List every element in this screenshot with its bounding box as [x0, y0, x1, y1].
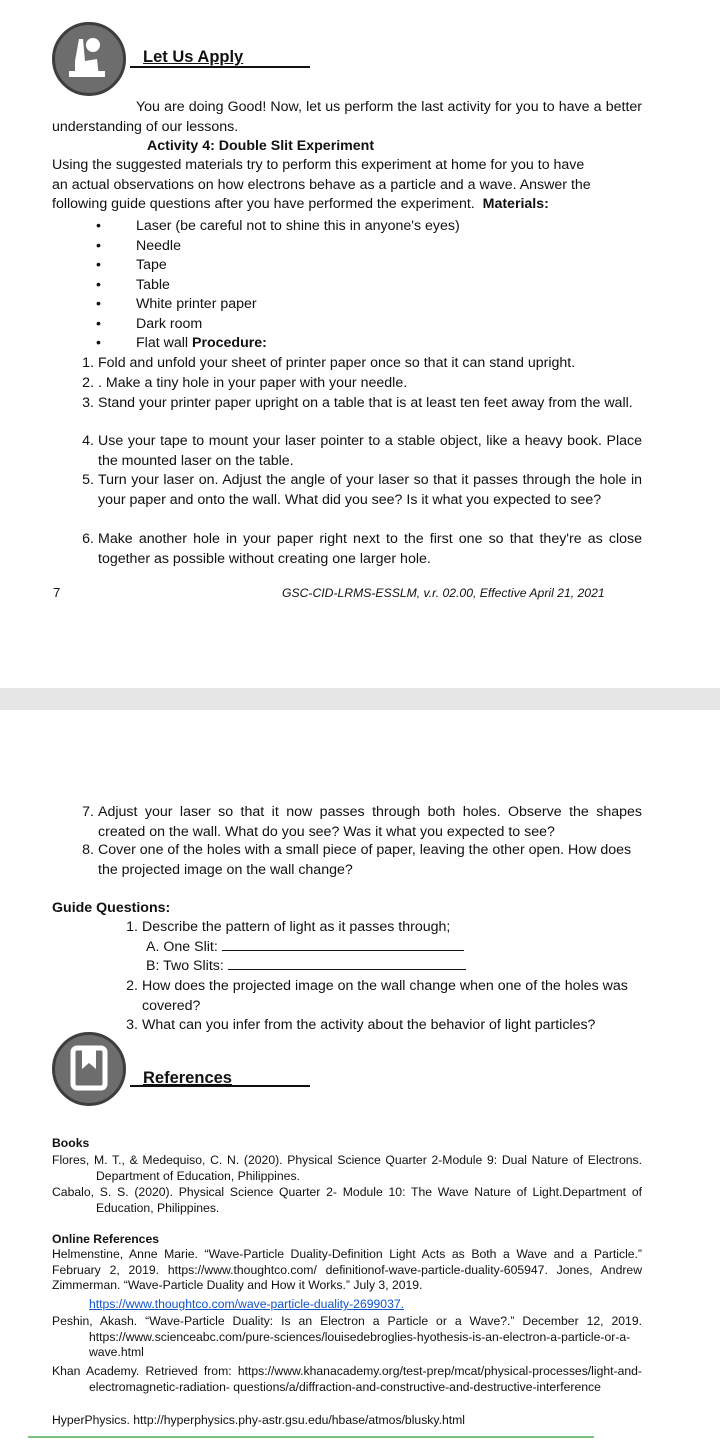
- intro-paragraph: You are doing Good! Now, let us perform the last activity for you to have a better understanding of our lessons.: [52, 99, 642, 135]
- list-item: • Needle: [136, 237, 656, 257]
- references-icon: [52, 1032, 126, 1106]
- let-us-apply-icon: [52, 22, 126, 96]
- page-gap: [0, 688, 720, 710]
- page-number: 7: [53, 585, 61, 600]
- reference-entry: HyperPhysics. http://hyperphysics.phy-astr.gsu.edu/hbase/atmos/blusky.html: [52, 1413, 465, 1427]
- answer-blank: [228, 957, 466, 970]
- answer-blank: [222, 938, 464, 951]
- footer-code: GSC-CID-LRMS-ESSLM, v.r. 02.00, Effective April 21, 2021: [282, 586, 605, 600]
- guide-question: 3. What can you infer from the activity about the behavior of light particles?: [126, 1017, 596, 1033]
- book-icon: [55, 1035, 123, 1103]
- reference-link[interactable]: https://www.thoughtco.com/wave-particle-duality-2699037.: [89, 1297, 405, 1311]
- list-item: • Dark room: [136, 315, 656, 335]
- materials-list: [136, 217, 656, 354]
- list-item: • Tape: [136, 256, 656, 276]
- reference-entry: Flores, M. T., & Medequiso, C. N. (2020). Physical Science Quarter 2-Module 9: Dual Nature of Electrons. Department of Education, Philippines.: [52, 1153, 642, 1183]
- guide-questions-heading: Guide Questions:: [52, 900, 171, 916]
- online-references-heading: Online References: [52, 1232, 160, 1246]
- procedure-step: 3. Stand your printer paper upright on a table that is at least ten feet away from the wall.: [82, 395, 633, 411]
- procedure-step: 8. Cover one of the holes with a small piece of paper, leaving the other open. How does the projected image on the wall change?: [82, 842, 632, 878]
- document-page-2: [0, 710, 720, 1440]
- reference-entry: Khan Academy. Retrieved from: https://www.khanacademy.org/test-prep/mcat/physical-processes/light-and-electromagnetic-radiation- questions/a/diffraction-and-constructive-and-destructive-interference: [52, 1364, 642, 1394]
- reference-entry: Cabalo, S. S. (2020). Physical Science Quarter 2- Module 10: The Wave Nature of Light.Department of Education, Philippines.: [52, 1185, 642, 1215]
- list-item: • White printer paper: [136, 295, 656, 315]
- guide-question: 2. How does the projected image on the wall change when one of the holes was covered?: [126, 978, 628, 1014]
- procedure-step: 4. Use your tape to mount your laser pointer to a stable object, like a heavy book. Place the mounted laser on the table.: [82, 433, 642, 469]
- references-heading: References: [143, 1069, 232, 1087]
- answer-one-slit: A. One Slit:: [146, 938, 464, 958]
- procedure-step: 6. Make another hole in your paper right next to the first one so that they're as close together as possible without creating one larger hole.: [82, 531, 642, 567]
- instructions-paragraph: Using the suggested materials try to perform this experiment at home for you to have an actual observations on how electrons behave as a particle and a wave. Answer the following guide questions after you have performed the experiment. Materials:: [52, 157, 591, 212]
- reference-entry: Peshin, Akash. “Wave-Particle Duality: Is an Electron a Particle or a Wave?.” December 12, 2019. https://www.scienceabc.com/pure-sciences/louisedebroglies-hyothesis-is-an-electron-a-particle-or-a-wave.html: [52, 1314, 642, 1359]
- activity-title: Activity 4: Double Slit Experiment: [147, 138, 375, 154]
- list-item: • Flat wall Procedure:: [136, 334, 656, 354]
- procedure-step: 5. Turn your laser on. Adjust the angle of your laser so that it passes through the hole in your paper and onto the wall. What did you see? Is it what you expected to see?: [82, 472, 642, 508]
- procedure-step: 2. . Make a tiny hole in your paper with your needle.: [82, 375, 408, 391]
- list-item: • Table: [136, 276, 656, 296]
- bottom-accent-line: [28, 1436, 594, 1438]
- books-heading: Books: [52, 1136, 90, 1150]
- apply-heading: Let Us Apply: [143, 48, 244, 66]
- list-item: • Laser (be careful not to shine this in anyone's eyes): [136, 217, 656, 237]
- document-page-1: [0, 0, 720, 688]
- guide-question: 1. Describe the pattern of light as it passes through;: [126, 919, 451, 935]
- reference-entry: Helmenstine, Anne Marie. “Wave-Particle Duality-Definition Light Acts as Both a Wave and a Particle.” February 2, 2019. https://www.thoughtco.com/ definitionof-wave-particle-duality-605947. Jones, Andrew Zimmerman. “Wave-Particle Duality and How it Works.” July 3, 2019.: [52, 1247, 642, 1292]
- procedure-step: 1. Fold and unfold your sheet of printer paper once so that it can stand upright.: [82, 355, 576, 371]
- procedure-step: 7. Adjust your laser so that it now passes through both holes. Observe the shapes created on the wall. What do you see? Was it what you expected to see?: [82, 804, 642, 840]
- answer-two-slits: B: Two Slits:: [146, 957, 466, 977]
- hand-raise-icon: [55, 25, 123, 93]
